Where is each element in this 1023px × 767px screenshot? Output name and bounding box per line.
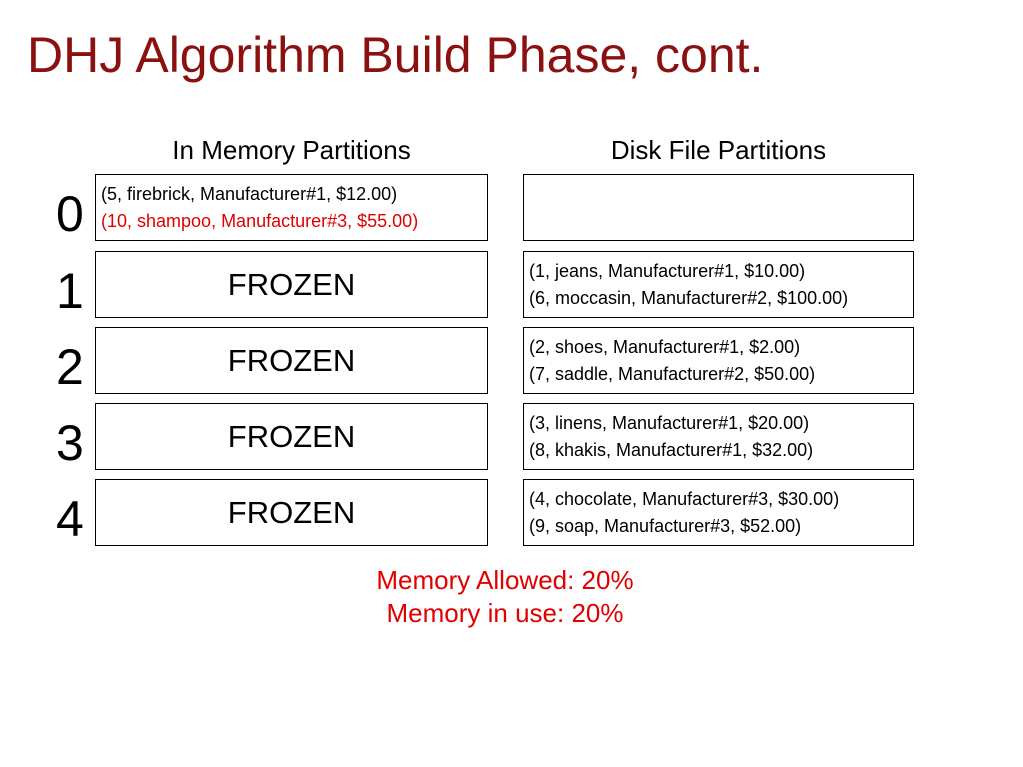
partition-number: 0	[56, 186, 84, 242]
disk-tuple: (2, shoes, Manufacturer#1, $2.00)	[529, 336, 801, 357]
disk-partition-2	[523, 327, 914, 394]
disk-tuple: (7, saddle, Manufacturer#2, $50.00)	[529, 363, 816, 384]
partition-number: 2	[56, 339, 84, 395]
memory-partition-2: FROZEN	[95, 327, 488, 394]
slide-title: DHJ Algorithm Build Phase, cont.	[27, 27, 764, 83]
memory-allowed-label: Memory Allowed: 20%	[376, 565, 634, 595]
memory-partition-4: FROZEN	[95, 479, 488, 546]
disk-tuple: (9, soap, Manufacturer#3, $52.00)	[529, 515, 802, 536]
disk-tuple: (8, khakis, Manufacturer#1, $32.00)	[529, 439, 814, 460]
disk-tuple: (6, moccasin, Manufacturer#2, $100.00)	[529, 287, 849, 308]
partition-number: 1	[56, 263, 84, 319]
disk-partition-0	[523, 174, 914, 241]
memory-partition-1: FROZEN	[95, 251, 488, 318]
disk-tuple: (3, linens, Manufacturer#1, $20.00)	[529, 412, 810, 433]
disk-partition-1	[523, 251, 914, 318]
memory-partition-3: FROZEN	[95, 403, 488, 470]
memory-partition-0	[95, 174, 488, 241]
disk-tuple: (4, chocolate, Manufacturer#3, $30.00)	[529, 488, 840, 509]
memory-in-use-label: Memory in use: 20%	[386, 597, 624, 628]
partition-number: 4	[56, 491, 84, 547]
disk-partition-4	[523, 479, 914, 546]
partition-number: 3	[56, 415, 84, 471]
disk-tuple: (1, jeans, Manufacturer#1, $10.00)	[529, 260, 806, 281]
memory-tuple-highlighted: (10, shampoo, Manufacturer#3, $55.00)	[101, 210, 419, 231]
memory-partitions-header: In Memory Partitions	[172, 135, 411, 165]
memory-status	[300, 564, 710, 629]
memory-tuple: (5, firebrick, Manufacturer#1, $12.00)	[101, 183, 398, 204]
disk-partition-3	[523, 403, 914, 470]
disk-partitions-header: Disk File Partitions	[610, 135, 827, 165]
